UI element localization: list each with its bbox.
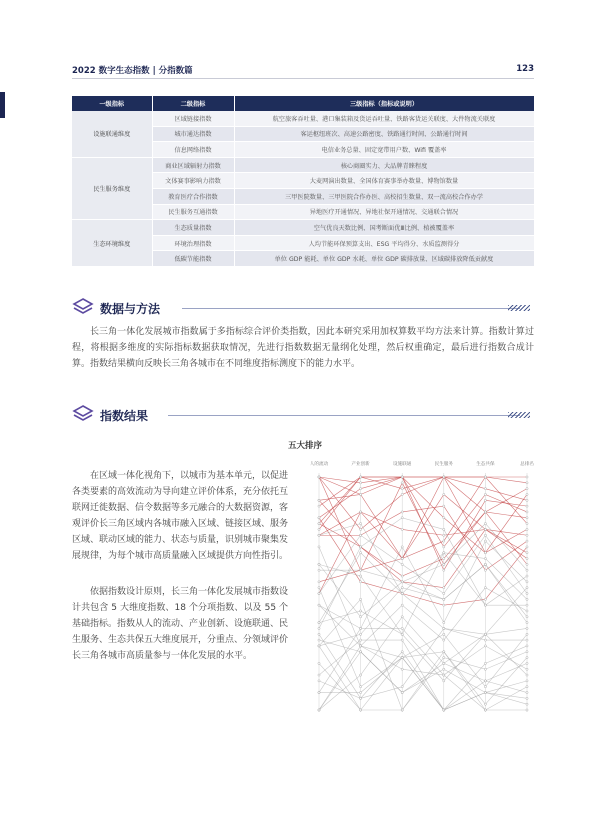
data-point [360,511,362,513]
data-point [484,476,486,478]
data-point [318,662,320,664]
data-point [318,523,320,525]
data-point [443,598,445,600]
data-point [318,592,320,594]
series-line [319,628,527,692]
data-point [526,563,528,565]
data-point [484,563,486,565]
data-point [318,587,320,589]
table-row [72,111,534,126]
data-point [526,662,528,664]
data-point [526,656,528,658]
page-header [72,64,534,79]
series-line [319,628,527,698]
level2-cell: 文体赛事影响力指数 [152,173,234,189]
data-point [443,622,445,624]
data-point [360,633,362,635]
data-point [526,622,528,624]
data-point [484,691,486,693]
data-point [484,511,486,513]
data-point [484,668,486,670]
level2-cell: 区域链接指数 [152,111,234,126]
data-point [318,645,320,647]
data-point [360,627,362,629]
data-point [484,534,486,536]
data-point [526,645,528,647]
data-point [526,697,528,699]
data-point [401,488,403,490]
data-point [484,493,486,495]
layers-icon [72,296,94,318]
data-point [526,604,528,606]
data-point [401,616,403,618]
data-point [526,633,528,635]
series-line [319,524,527,588]
data-point [318,505,320,507]
col-header-level2: 二级指标 [152,96,234,111]
data-point [526,511,528,513]
data-point [443,517,445,519]
data-point [526,523,528,525]
data-point [526,709,528,711]
page-number: 123 [516,64,534,74]
data-point [526,476,528,478]
results-paragraph-2: 依据指数设计原则，长三角一体化发展城市指数设计共包含 5 大维度指数、18 个分项指数、以及 55 个基础指标。指数从人的流动、产业创新、设施联通、民生服务、生态共保五大维度展开，分重点、分领域评价长三角各城市高质量参与一体化发展的水平。 [72,587,289,661]
data-point [360,697,362,699]
data-point [526,546,528,548]
series-line [319,477,527,529]
data-point [443,674,445,676]
level3-cell: 单位 GDP 能耗、单位 GDP 水耗、单位 GDP 碳排放量、区域碳排放降低贡献度 [234,251,534,267]
data-point [526,703,528,705]
data-point [360,546,362,548]
methods-paragraph: 长三角一体化发展城市指数属于多指标综合评价类指数，因此本研究采用加权算数平均方法来计算。指数计算过程，将根据多维度的实际指标数据获取情况，先进行指数数据无量纲化处理，然后权重确定，最后进行指数合成计算。指数结果横向反映长三角各城市在不同维度指标测度下的能力水平。 [72,327,534,369]
series-line [319,541,527,628]
chart-title: 五大排序 [288,441,323,451]
section-title-methods: 数据与方法 [100,302,161,316]
data-point [401,528,403,530]
level2-cell: 商业区域辐射力指数 [152,157,234,173]
data-point [360,493,362,495]
data-point [360,651,362,653]
series-line [319,640,527,710]
data-point [360,482,362,484]
data-point [401,691,403,693]
col-header-level3: 三级指标（指标或说明） [234,96,534,111]
indicator-table [72,96,535,267]
data-point [484,645,486,647]
data-point [443,552,445,554]
data-point [526,610,528,612]
data-point [526,686,528,688]
data-point [484,557,486,559]
data-point [526,528,528,530]
data-point [318,563,320,565]
data-point [443,476,445,478]
data-point [526,616,528,618]
data-point [526,575,528,577]
data-point [318,709,320,711]
data-point [401,709,403,711]
table-row [72,157,534,173]
data-point [318,476,320,478]
header-title: 2022 数字生态指数 | 分指数篇 [72,66,193,76]
data-point [443,569,445,571]
data-point [526,499,528,501]
level3-cell: 航空旅客吞吐量、港口集装箱及货运吞吐量、铁路客货运关联度、大件物流关联度 [234,111,534,126]
data-point [484,552,486,554]
data-point [318,528,320,530]
section-title-results: 指数结果 [100,409,149,423]
data-point [360,476,362,478]
data-point [443,528,445,530]
data-point [360,569,362,571]
data-point [401,517,403,519]
data-point [443,639,445,641]
data-point [526,598,528,600]
level3-cell: 大麦网演出数量、全国体育赛事举办数量、博物馆数量 [234,173,534,189]
parallel-coordinates-chart [305,455,540,720]
level2-cell: 教育医疗合作指数 [152,188,234,204]
data-point [526,488,528,490]
data-point [526,552,528,554]
data-point [401,476,403,478]
level3-cell: 客运枢纽班次、高速公路密度、铁路通行时间、公路通行时间 [234,126,534,142]
data-point [401,575,403,577]
level3-cell: 三甲医院数量、三甲医院合作办医、高校招生数量、双一流高校合作办学 [234,188,534,204]
data-point [526,482,528,484]
series-line [319,477,527,483]
data-point [401,563,403,565]
level2-cell: 信息网络指数 [152,142,234,158]
axis-label: 总排名 [520,462,534,467]
page-edge-tab [0,92,5,118]
data-point [318,546,320,548]
data-point [360,528,362,530]
data-point [401,557,403,559]
data-point [318,622,320,624]
data-point [360,581,362,583]
data-point [318,569,320,571]
data-point [484,540,486,542]
data-point [526,557,528,559]
data-point [484,488,486,490]
data-point [318,691,320,693]
data-point [443,493,445,495]
data-point [360,686,362,688]
level1-cell: 民生服务维度 [72,157,152,219]
data-point [484,598,486,600]
series-line [319,617,527,710]
data-point [484,680,486,682]
data-point [360,610,362,612]
data-point [526,493,528,495]
data-point [484,569,486,571]
data-point [401,482,403,484]
data-point [401,686,403,688]
data-point [484,639,486,641]
data-point [443,546,445,548]
axis-label: 生态共保 [476,462,495,467]
data-point [526,651,528,653]
data-point [443,604,445,606]
data-point [401,493,403,495]
data-point [318,517,320,519]
data-point [318,604,320,606]
data-point [484,528,486,530]
table-row [72,220,534,236]
data-point [484,587,486,589]
data-point [360,552,362,554]
level1-cell: 设施联通维度 [72,111,152,157]
data-point [443,505,445,507]
data-point [484,633,486,635]
data-point [401,668,403,670]
data-point [484,662,486,664]
data-point [360,488,362,490]
data-point [443,534,445,536]
level3-cell: 核心商圈实力、大品牌青睐程度 [234,157,534,173]
data-point [360,598,362,600]
data-point [526,581,528,583]
axis-label: 产业创新 [351,462,370,467]
data-point [401,627,403,629]
data-point [526,534,528,536]
data-point [443,627,445,629]
data-point [401,587,403,589]
data-point [401,511,403,513]
data-point [526,668,528,670]
data-point [401,633,403,635]
section-stripe [508,412,530,418]
data-point [318,680,320,682]
section-stripe [508,305,530,311]
data-point [401,656,403,658]
data-point [526,592,528,594]
data-point [443,587,445,589]
data-point [443,557,445,559]
data-point [401,546,403,548]
data-point [401,651,403,653]
level2-cell: 环境治理指数 [152,235,234,251]
data-point [360,674,362,676]
data-point [526,505,528,507]
data-point [443,592,445,594]
data-point [401,592,403,594]
level2-cell: 城市通达指数 [152,126,234,142]
level3-cell: 人均节能环保预算支出、ESG 平均得分、水质监测得分 [234,235,534,251]
data-point [526,627,528,629]
data-point [318,581,320,583]
level3-cell: 异地医疗开通情况、异地社保开通情况、交通联合情况 [234,204,534,220]
data-point [526,674,528,676]
series-line [319,547,527,646]
data-point [484,499,486,501]
section-divider [168,415,520,416]
data-point [360,645,362,647]
data-point [401,639,403,641]
data-point [484,686,486,688]
data-point [443,662,445,664]
data-point [526,680,528,682]
data-point [318,633,320,635]
layers-icon [72,403,94,425]
data-point [443,633,445,635]
data-point [360,709,362,711]
data-point [526,639,528,641]
data-point [360,616,362,618]
data-point [484,703,486,705]
level1-cell: 生态环境维度 [72,220,152,267]
data-point [318,639,320,641]
section-divider [182,308,520,309]
data-point [360,534,362,536]
level2-cell: 民生服务互通指数 [152,204,234,220]
data-point [443,680,445,682]
data-point [526,691,528,693]
axis-label: 设施联通 [393,462,412,467]
level3-cell: 电信业务总量、固定宽带用户数、Wifi 覆盖率 [234,142,534,158]
data-point [318,627,320,629]
data-point [526,587,528,589]
data-point [318,534,320,536]
data-point [443,709,445,711]
axis-label: 人的流动 [309,462,329,467]
data-point [443,656,445,658]
data-point [360,523,362,525]
data-point [443,540,445,542]
data-point [484,523,486,525]
data-point [443,668,445,670]
data-point [401,581,403,583]
data-point [318,499,320,501]
series-line [319,652,527,710]
data-point [360,639,362,641]
series-line [319,477,527,512]
col-header-level1: 一级指标 [72,96,152,111]
data-point [318,674,320,676]
data-point [526,540,528,542]
data-point [526,517,528,519]
data-point [443,651,445,653]
level2-cell: 低碳节能指数 [152,251,234,267]
results-paragraph-1: 在区域一体化视角下，以城市为基本单元，以促进各类要素的高效流动为导向建立评价体系，充分依托互联网迁徙数据、信令数据等多元融合的大数据资源，客观评价长三角区域内各城市融入区域、链接区域、服务区域、联动区域的能力、状态与质量，识别城市聚集发展规律，为每个城市高质量融入区域提供方向性指引。 [72,471,289,561]
data-point [526,569,528,571]
table-header-row [72,96,534,111]
data-point [443,563,445,565]
data-point [484,709,486,711]
level2-cell: 生态质量指数 [152,220,234,236]
axis-label: 民生服务 [434,462,453,467]
data-point [360,691,362,693]
data-point [360,575,362,577]
data-point [401,604,403,606]
data-point [484,604,486,606]
level3-cell: 空气优良天数比例、国考断面优Ⅲ比例、植被覆盖率 [234,220,534,236]
